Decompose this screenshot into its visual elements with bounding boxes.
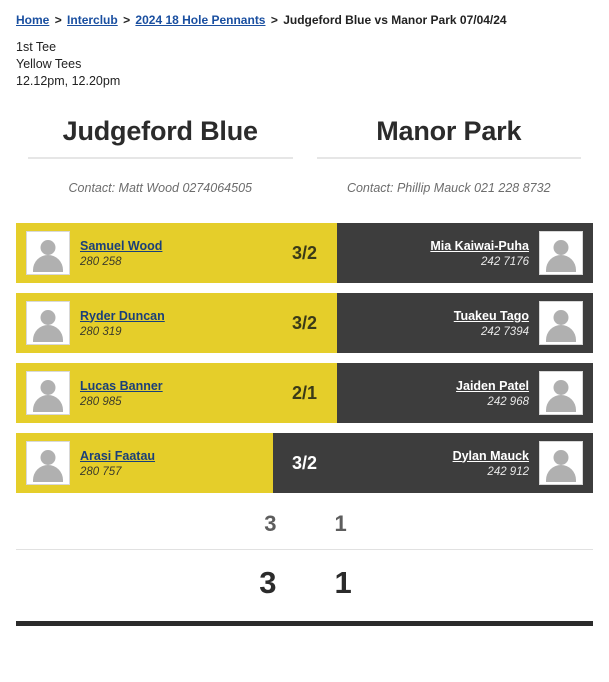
table-row <box>16 363 593 423</box>
meta-tees: Yellow Tees <box>16 57 82 71</box>
match-away-side <box>337 433 594 493</box>
away-player-number: 242 912 <box>487 465 529 478</box>
total-row <box>0 565 609 601</box>
match-away-side <box>337 363 594 423</box>
person-avatar-icon <box>26 371 70 415</box>
match-list <box>0 223 609 493</box>
breadcrumb-link-interclub[interactable]: Interclub <box>67 13 118 27</box>
total-away: 1 <box>334 565 352 600</box>
home-player <box>80 449 155 478</box>
away-player-name[interactable]: Mia Kaiwai-Puha <box>430 238 529 253</box>
person-avatar-icon <box>26 231 70 275</box>
breadcrumb-separator: > <box>270 13 278 27</box>
breadcrumb <box>0 0 609 27</box>
meta-tee: 1st Tee <box>16 40 57 54</box>
away-team-name: Manor Park <box>376 116 522 146</box>
home-player-number: 280 258 <box>80 255 122 268</box>
home-player <box>80 239 162 268</box>
team-column-away <box>305 116 594 201</box>
subtotal-away-cell <box>305 511 594 537</box>
match-away-side <box>337 223 594 283</box>
match-home-side <box>16 433 273 493</box>
breadcrumb-separator: > <box>54 13 62 27</box>
person-avatar-icon <box>539 301 583 345</box>
match-meta <box>0 27 609 90</box>
subtotal-home-cell <box>16 511 305 537</box>
subtotal-away: 1 <box>334 511 347 536</box>
home-player-number: 280 319 <box>80 325 122 338</box>
match-result: 2/1 <box>273 363 337 423</box>
bottom-divider <box>16 621 593 626</box>
subtotal-home: 3 <box>264 511 277 536</box>
breadcrumb-link-home[interactable]: Home <box>16 13 50 27</box>
away-player-name[interactable]: Jaiden Patel <box>456 378 529 393</box>
totals-divider <box>16 549 593 550</box>
person-avatar-icon <box>26 301 70 345</box>
match-result: 3/2 <box>273 433 337 493</box>
home-player-number: 280 757 <box>80 465 122 478</box>
away-player <box>456 379 529 408</box>
team-column-home <box>16 116 305 201</box>
person-avatar-icon <box>26 441 70 485</box>
away-player <box>454 309 529 338</box>
away-team-contact: Contact: Phillip Mauck 021 228 8732 <box>346 181 551 195</box>
person-avatar-icon <box>539 231 583 275</box>
breadcrumb-separator: > <box>123 13 131 27</box>
match-result: 3/2 <box>273 223 337 283</box>
total-home: 3 <box>259 565 277 600</box>
breadcrumb-link-pennants[interactable]: 2024 18 Hole Pennants <box>135 13 266 27</box>
home-player-name[interactable]: Lucas Banner <box>80 378 163 393</box>
match-away-side <box>337 293 594 353</box>
away-player-number: 242 7176 <box>481 255 529 268</box>
person-avatar-icon <box>539 371 583 415</box>
table-row <box>16 433 593 493</box>
home-player-name[interactable]: Arasi Faatau <box>80 448 156 463</box>
away-player-number: 242 7394 <box>481 325 529 338</box>
team-headers <box>0 116 609 201</box>
home-player-number: 280 985 <box>80 395 122 408</box>
meta-times: 12.12pm, 12.20pm <box>16 74 121 88</box>
total-away-cell <box>305 565 594 601</box>
match-result: 3/2 <box>273 293 337 353</box>
away-player-name[interactable]: Tuakeu Tago <box>453 308 529 323</box>
match-home-side <box>16 223 273 283</box>
total-home-cell <box>16 565 305 601</box>
away-player <box>453 449 529 478</box>
person-avatar-icon <box>539 441 583 485</box>
home-team-contact: Contact: Matt Wood 0274064505 <box>68 181 252 195</box>
away-player-name[interactable]: Dylan Mauck <box>452 448 529 463</box>
table-row <box>16 293 593 353</box>
home-player <box>80 309 165 338</box>
home-player-name[interactable]: Ryder Duncan <box>80 308 165 323</box>
match-home-side <box>16 363 273 423</box>
table-row <box>16 223 593 283</box>
away-player-number: 242 968 <box>487 395 529 408</box>
match-home-side <box>16 293 273 353</box>
home-team-name: Judgeford Blue <box>62 116 258 146</box>
home-player <box>80 379 163 408</box>
home-player-name[interactable]: Samuel Wood <box>80 238 163 253</box>
breadcrumb-current: Judgeford Blue vs Manor Park 07/04/24 <box>283 13 507 27</box>
subtotal-row <box>0 511 609 537</box>
away-player <box>430 239 529 268</box>
